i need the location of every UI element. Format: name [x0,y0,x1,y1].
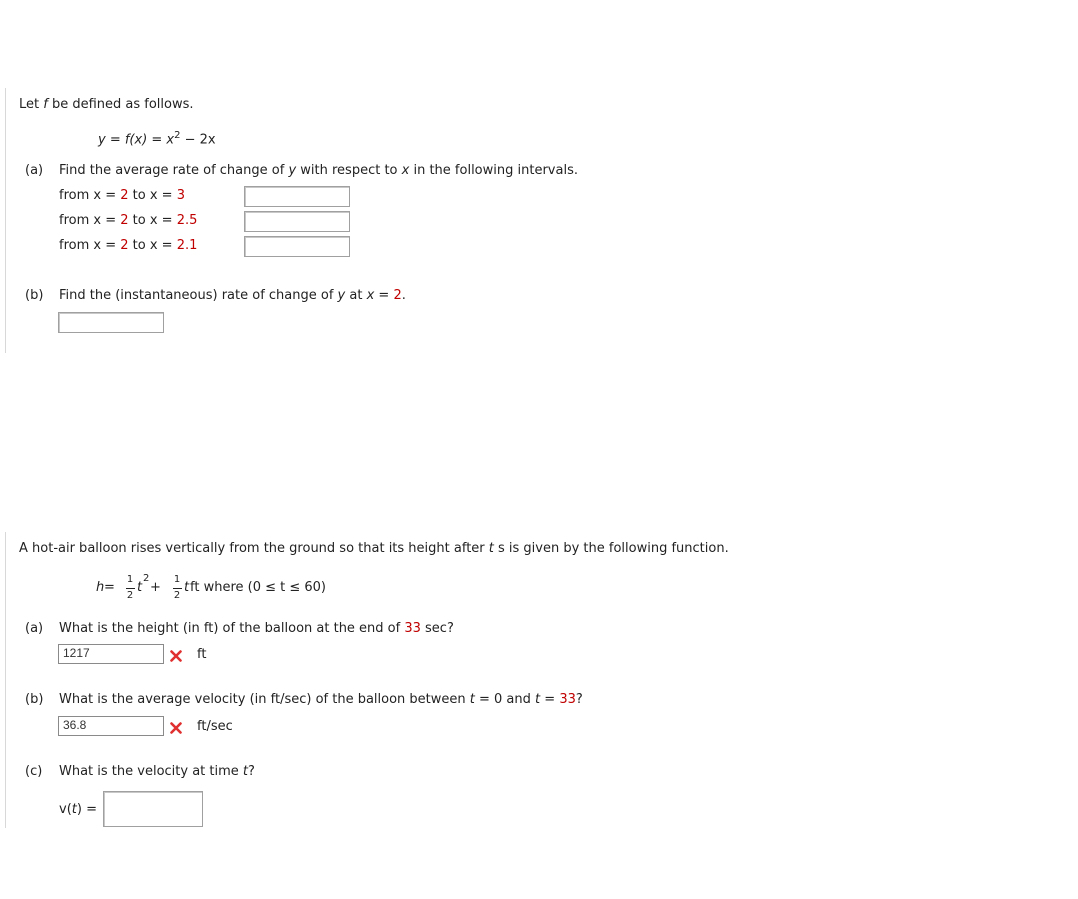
unit-label-ft: ft [197,647,207,662]
question-2-border [5,532,6,828]
q1-equation: $y = f(x) = x^2 - 2x$ [98,130,216,148]
answer-input-interval-3[interactable] [244,236,350,257]
q2-intro: A hot-air balloon rises vertically from the ground so that its height after t s is given by the following function. [19,541,729,556]
x-mark-icon [170,722,182,734]
interval-row: from x = 2 to x = 3 [59,188,185,203]
q2-part-a-text: What is the height (in ft) of the balloon at the end of 33 sec? [59,621,454,636]
answer-input-interval-2[interactable] [244,211,350,232]
q1-intro: Let f be defined as follows. [19,97,194,112]
velocity-input-label: v(t) = [59,802,97,817]
answer-input-interval-1[interactable] [244,186,350,207]
q2-part-c-text: What is the velocity at time t? [59,764,255,779]
q1-part-b-text: Find the (instantaneous) rate of change of y at x = 2. [59,288,406,303]
interval-row: from x = 2 to x = 2.1 [59,238,198,253]
answer-input-average-velocity[interactable]: 36.8 [58,716,164,736]
fraction-bar [126,588,135,589]
q2-part-a-label: (a) [25,621,44,636]
answer-input-instantaneous-rate[interactable] [58,312,164,333]
interval-row: from x = 2 to x = 2.5 [59,213,198,228]
question-1-border [5,88,6,353]
answer-input-velocity-function[interactable] [103,791,203,827]
x-mark-icon [170,650,182,662]
fraction-bar [173,588,182,589]
q1-part-b-label: (b) [25,288,44,303]
q2-part-b-label: (b) [25,692,44,707]
q1-part-a-label: (a) [25,163,44,178]
unit-label-ft-sec: ft/sec [197,719,233,734]
answer-input-height[interactable]: 1217 [58,644,164,664]
q1-part-a-text: Find the average rate of change of y with respect to x in the following intervals. [59,163,578,178]
q2-part-b-text: What is the average velocity (in ft/sec) of the balloon between t = 0 and t = 33? [59,692,583,707]
q2-part-c-label: (c) [25,764,43,779]
